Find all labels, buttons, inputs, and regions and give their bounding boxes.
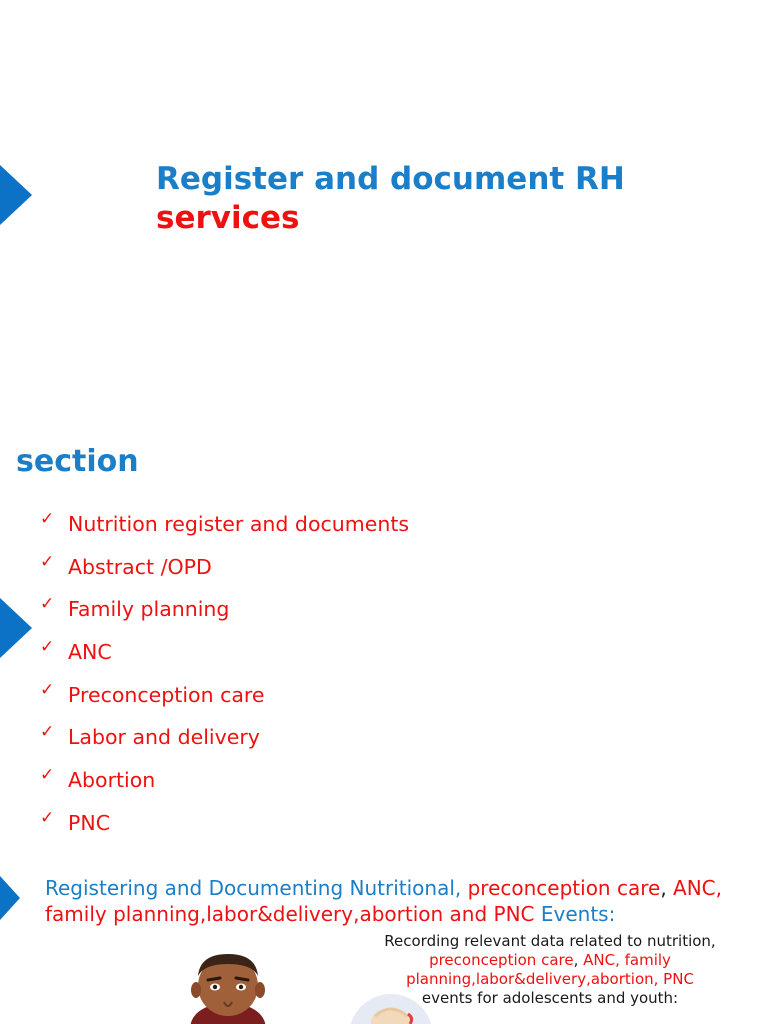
page-title bbox=[156, 160, 716, 238]
services-checklist bbox=[40, 508, 409, 850]
summary-part: , bbox=[660, 876, 674, 900]
list-item-label: Nutrition register and documents bbox=[68, 512, 410, 536]
checkmark-icon: ✓ bbox=[40, 551, 55, 572]
title-line-1: Register and document RH bbox=[156, 161, 625, 197]
list-item-label: Labor and delivery bbox=[68, 725, 260, 750]
list-item bbox=[40, 807, 409, 850]
list-item-label: Preconception care bbox=[68, 682, 265, 707]
checkmark-icon: ✓ bbox=[40, 594, 55, 615]
recording-part: preconception care bbox=[429, 951, 574, 969]
arrow-marker-icon bbox=[0, 165, 32, 225]
recording-part: ANC, family planning,labor&delivery,abortion, PNC bbox=[406, 951, 694, 988]
summary-part: ANC, family planning,labor&delivery,abortion and PNC bbox=[45, 876, 722, 926]
list-item bbox=[40, 508, 409, 551]
summary-part: Registering and Documenting Nutritional, bbox=[45, 876, 468, 900]
summary-part: preconception care bbox=[467, 876, 661, 900]
arrow-marker-icon bbox=[0, 876, 20, 920]
person-illustration bbox=[186, 950, 270, 1024]
checkmark-icon: ✓ bbox=[40, 679, 55, 700]
list-item-label: Abstract /OPD bbox=[68, 554, 212, 579]
list-item-label: Abortion bbox=[68, 768, 156, 793]
list-item bbox=[40, 551, 409, 594]
recording-part: , bbox=[573, 951, 584, 969]
list-item bbox=[40, 593, 409, 636]
list-item bbox=[40, 721, 409, 764]
title-line-2: services bbox=[156, 200, 300, 236]
checkmark-icon: ✓ bbox=[40, 807, 55, 828]
baby-illustration bbox=[348, 992, 434, 1024]
list-item-label: PNC bbox=[68, 810, 111, 835]
recording-part: Recording relevant data related to nutrition, bbox=[384, 932, 716, 950]
section-heading: section bbox=[16, 444, 139, 479]
list-item-label: Family planning bbox=[68, 597, 230, 622]
summary-text bbox=[45, 875, 745, 927]
checkmark-icon: ✓ bbox=[40, 637, 55, 658]
arrow-marker-icon bbox=[0, 598, 32, 658]
list-item-label: ANC bbox=[68, 640, 112, 665]
list-item bbox=[40, 764, 409, 807]
list-item bbox=[40, 636, 409, 679]
checkmark-icon: ✓ bbox=[40, 509, 55, 529]
checkmark-icon: ✓ bbox=[40, 765, 55, 786]
recording-part: events for adolescents and youth: bbox=[421, 989, 679, 1007]
checkmark-icon: ✓ bbox=[40, 722, 55, 743]
summary-part: Events: bbox=[534, 902, 616, 926]
list-item bbox=[40, 679, 409, 722]
